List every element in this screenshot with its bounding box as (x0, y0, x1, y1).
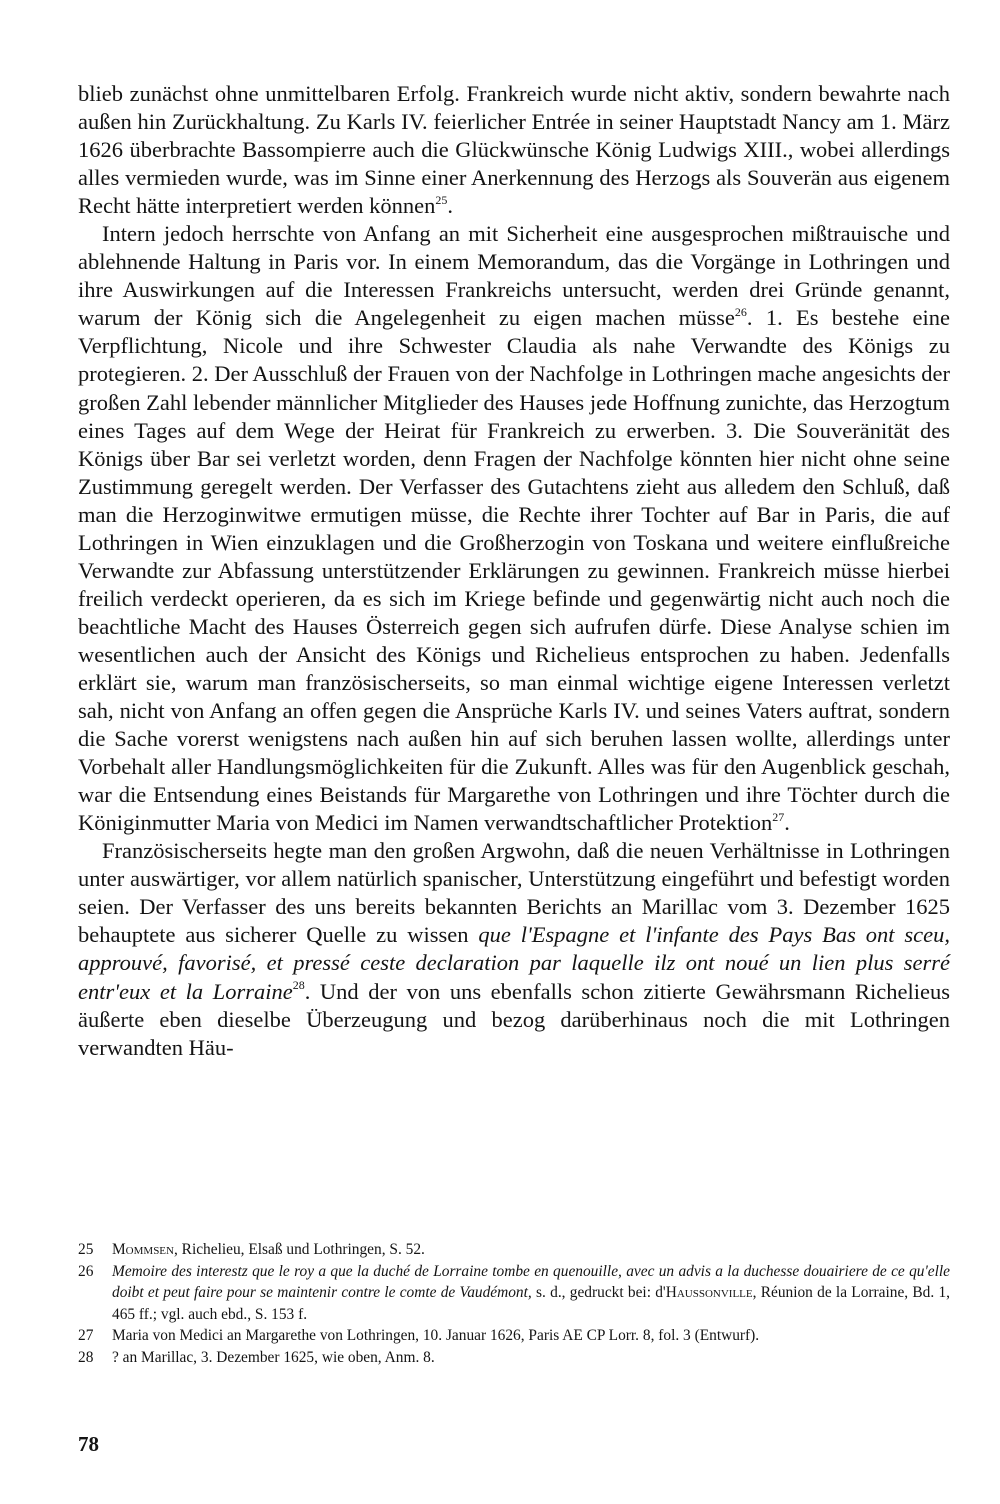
paragraph-1-text: blieb zunächst ohne unmittelbaren Erfolg. Frankreich wurde nicht aktiv, sondern bewahrte nach außen hin Zurückhaltung. Zu Karls IV. feierlicher Entrée in seiner Hauptstadt Nancy am 1. März 1626 überbrachte Bassompierre auch die Glückwünsche König Ludwigs XIII., wobei allerdings alles vermieden wurde, was im Sinne einer Anerkennung des Herzogs als Souverän aus eigenem Recht hätte interpretiert werden können (78, 81, 950, 219)
paragraph-3-text-a: Französischerseits hegte man den großen Argwohn, daß die neuen Verhältnisse in Lothringen unter auswärtiger, vor allem natürlich spanischer, Unterstützung eingeführt und befestigt worden seien. Der Verfasser des uns bereits bekannten Berichts an Marillac vom 3. Dezember 1625 behauptete aus sicherer Quelle zu wissen (78, 838, 950, 948)
footnote-text: ? an Marillac, 3. Dezember 1625, wie oben, Anm. 8. (112, 1348, 435, 1366)
paragraph-2-text-a: Intern jedoch herrschte von Anfang an mit Sicherheit eine ausgesprochen mißtrauische und ablehnende Haltung in Paris vor. In einem Memorandum, das die Vorgänge in Lothringen und ihre Auswirkungen auf die Interessen Frankreichs untersucht, werden drei Gründe genannt, warum der König sich die Angelegenheit zu eigen machen müsse (78, 221, 950, 331)
footnote-number: 26 (78, 1262, 94, 1280)
paragraph-2 (78, 220, 950, 837)
page-number: 78 (78, 1432, 99, 1456)
footnotes (78, 1239, 950, 1368)
footnote-text: , Réunion de la Lorraine, Bd. 1, 465 ff.; vgl. auch ebd., S. 153 f. (112, 1284, 951, 1323)
paragraph-2-text-b: . 1. Es bestehe eine Verpflichtung, Nicole und ihre Schwester Claudia als nahe Verwandte des Königs zu protegieren. 2. Der Ausschluß der Frauen von der Nachfolge in Lothringen mache angesichts der großen Zahl lebender männlicher Mitglieder des Hauses jede Hoffnung zunichte, das Herzogtum eines Tages auf dem Wege der Heirat für Frankreich zu erwerben. 3. Die Souveränität des Königs über Bar sei verletzt worden, denn Fragen der Nachfolge könnten hier nicht ohne seine Zustimmung geregelt werden. Der Verfasser des Gutachtens zieht aus alledem den Schluß, daß man die Herzoginwitwe ermutigen müsse, die Rechte ihrer Tochter auf Bar in Paris, die auf Lothringen in Wien einzuklagen und die Großherzogin von Toskana und weitere einflußreiche Verwandte zur Abfassung unterstützender Erklärungen zu gewinnen. Frankreich müsse hierbei freilich verdeckt operieren, da es sich im Kriege befinde und gegenwärtig nicht auch noch die beachtliche Macht des Hauses Österreich gegen sich aufrufen dürfe. Diese Analyse schien im wesentlichen auch der Ansicht des Königs und Richelieus entsprochen zu haben. Jedenfalls erklärt sie, warum man französischerseits, so man einmal wichtige eigene Interessen verletzt sah, nicht von Anfang an offen gegen die Ansprüche Karls IV. und seines Vaters auftrat, sondern die Sache vorerst wenigstens nach außen hin auf sich beruhen lassen wollte, allerdings unter Vorbehalt aller Handlungsmöglichkeiten für die Zukunft. Alles was für den Augenblick geschah, war die Entsendung eines Beistands für Margarethe von Lothringen und ihre Töchter durch die Königinmutter Maria von Medici im Namen verwandtschaftlicher Protektion (78, 305, 950, 836)
main-text (78, 80, 950, 1062)
footnote-ref-28[interactable]: 28 (292, 978, 305, 992)
footnote-text: Maria von Medici an Margarethe von Lothringen, 10. Januar 1626, Paris AE CP Lorr. 8, fol. 3 (Entwurf). (112, 1327, 760, 1344)
footnote-number: 25 (78, 1241, 94, 1258)
footnote-text: s. d., gedruckt bei: d' (531, 1284, 666, 1301)
paragraph-2-end: . (784, 810, 790, 836)
footnote-author: Mommsen (112, 1241, 174, 1258)
footnote-ref-27[interactable]: 27 (772, 809, 785, 824)
footnote-ref-26[interactable]: 26 (734, 304, 747, 319)
footnote-ref-25[interactable]: 25 (435, 192, 448, 207)
footnote-28 (78, 1347, 950, 1369)
footnote-author: Haussonville (665, 1284, 753, 1301)
paragraph-3-text-b: . Und der von uns ebenfalls schon zitierte Gewährsmann Richelieus äußerte eben dieselbe Überzeugung und bezog darüberhinaus noch die mit Lothringen verwandten Häu- (78, 978, 950, 1060)
footnote-number: 28 (78, 1348, 94, 1366)
paragraph-1-end: . (447, 193, 453, 219)
footnote-27 (78, 1325, 950, 1347)
footnote-text: , Richelieu, Elsaß und Lothringen, S. 52. (173, 1241, 425, 1258)
french-quotation: que l'Espagne et l'infante des Pays Bas ont sceu, approuvé, favorisé, et pressé ceste declaration par laquelle ilz ont noué un lien plus serré entr'eux et la Lorraine (78, 922, 950, 1004)
footnote-number: 27 (78, 1327, 94, 1344)
footnote-26 (78, 1261, 950, 1326)
footnote-25 (78, 1239, 950, 1261)
paragraph-1 (78, 80, 950, 220)
footnote-italic-title: Memoire des interestz que le roy a que la duché de Lorraine tombe en quenouille, avec un advis a la duchesse douairiere de ce qu'elle doibt et peut faire pour se maintenir contre le comte de Vaudémont, (112, 1262, 950, 1301)
paragraph-3 (78, 837, 950, 1061)
